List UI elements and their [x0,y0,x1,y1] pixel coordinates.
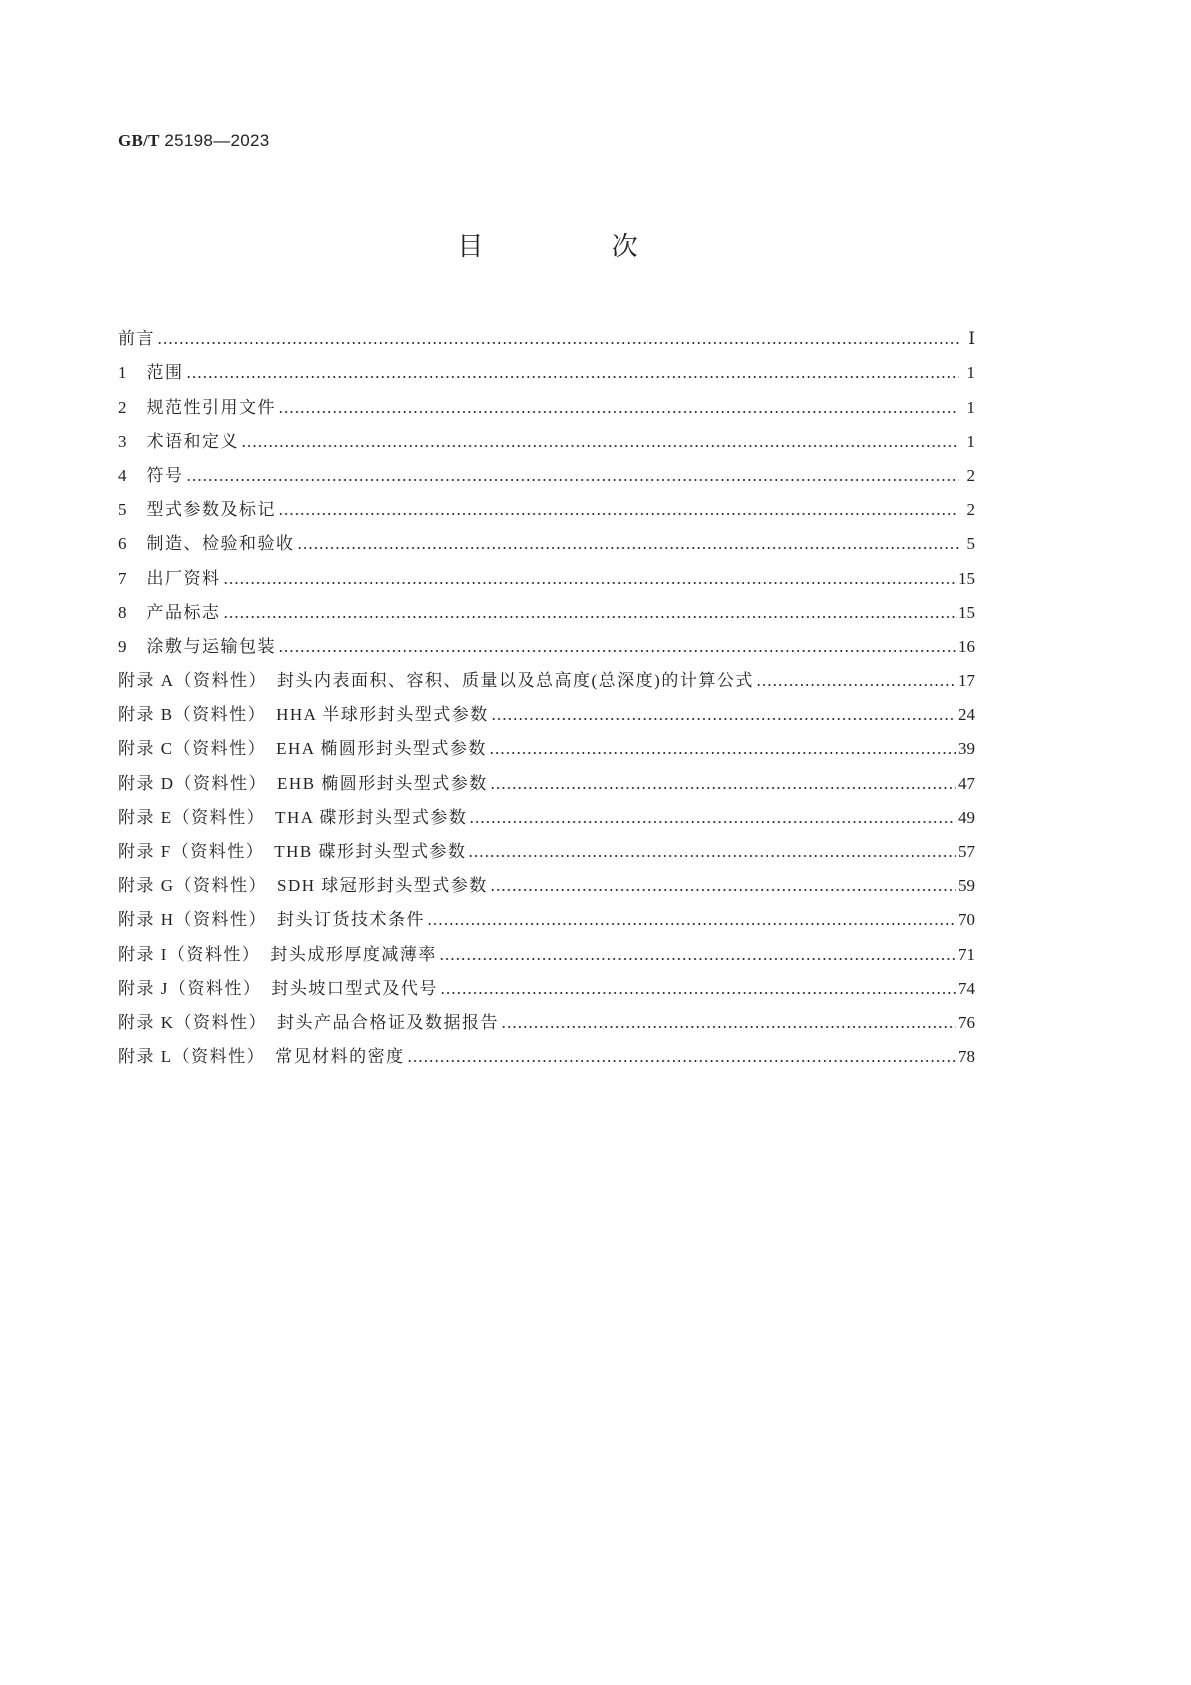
page-title: 目 次 [457,232,698,262]
dot-leader [407,1045,956,1069]
dot-leader [490,772,956,796]
toc-entry[interactable] [118,796,975,830]
toc-entry-label: 附录 J（资料性） 封头坡口型式及代号 [118,978,438,998]
toc-entry-label: 前言 [118,329,155,349]
dot-leader [468,840,956,864]
toc-entry-page: 57 [958,842,975,861]
toc-entry-label: 附录 E（资料性） THA 碟形封头型式参数 [118,807,468,827]
toc-entry-page: 2 [966,500,975,520]
table-of-contents [118,317,975,1069]
toc-entry[interactable] [118,727,975,761]
toc-entry-label: 附录 A（资料性） 封头内表面积、容积、质量以及总高度(总深度)的计算公式 [118,671,754,691]
toc-entry-page: 70 [958,910,975,930]
toc-entry[interactable] [118,488,975,522]
toc-entry-label: 附录 K（资料性） 封头产品合格证及数据报告 [118,1012,500,1032]
toc-entry-label: 5 型式参数及标记 [118,500,276,520]
toc-entry-page: 1 [966,363,975,383]
dot-leader [278,635,956,659]
toc-entry-label: 附录 D（资料性） EHB 椭圆形封头型式参数 [118,773,488,793]
toc-entry[interactable] [118,591,975,625]
toc-entry-page: 1 [966,397,975,417]
toc-entry[interactable] [118,317,975,351]
toc-entry-page: 47 [958,773,975,793]
toc-entry-page: 74 [958,978,975,998]
toc-entry-label: 1 范围 [118,363,184,383]
toc-entry-label: 附录 B（资料性） HHA 半球形封头型式参数 [118,705,489,725]
toc-entry[interactable] [118,454,975,488]
dot-leader [223,601,957,625]
toc-entry-page: 2 [966,465,975,485]
document-header [118,131,269,151]
dot-leader [756,669,956,693]
dot-leader [278,396,959,420]
toc-entry[interactable] [118,761,975,795]
dot-leader [157,327,959,351]
toc-entry-label: 附录 C（资料性） EHA 椭圆形封头型式参数 [118,739,487,759]
dot-leader [241,430,959,454]
toc-entry[interactable] [118,659,975,693]
toc-entry-page: 76 [958,1012,975,1032]
toc-entry[interactable] [118,898,975,932]
toc-entry[interactable] [118,932,975,966]
toc-entry[interactable] [118,351,975,385]
dot-leader [186,361,960,385]
dot-leader [501,1011,956,1035]
toc-entry-page: 15 [958,568,975,588]
toc-entry-label: 4 符号 [118,465,184,485]
dot-leader [427,908,956,932]
dot-leader [490,874,956,898]
toc-entry-page: 1 [966,431,975,451]
toc-entry-page: 5 [966,534,975,554]
toc-entry-page: 78 [958,1047,975,1067]
toc-entry-label: 附录 I（资料性） 封头成形厚度减薄率 [118,944,437,964]
toc-entry[interactable] [118,556,975,590]
toc-entry[interactable] [118,420,975,454]
dot-leader [489,737,956,761]
toc-entry-page: 59 [958,876,975,896]
toc-entry-label: 6 制造、检验和验收 [118,534,295,554]
toc-entry-page: 15 [958,602,975,622]
toc-entry[interactable] [118,864,975,898]
dot-leader [439,943,956,967]
dot-leader [469,806,956,830]
toc-entry-page: 17 [958,671,975,691]
toc-entry[interactable] [118,385,975,419]
toc-entry-page: Ⅰ [968,329,975,349]
toc-entry[interactable] [118,1001,975,1035]
toc-entry-label: 7 出厂资料 [118,568,221,588]
dot-leader [491,703,956,727]
standard-number: 25198—2023 [164,131,270,150]
toc-entry-page: 16 [958,636,975,656]
standard-code: GB/T [118,131,160,150]
dot-leader [186,464,960,488]
toc-entry[interactable] [118,1035,975,1069]
toc-entry-label: 2 规范性引用文件 [118,397,276,417]
toc-entry[interactable] [118,522,975,556]
toc-entry-label: 9 涂敷与运输包装 [118,636,276,656]
dot-leader [278,498,959,522]
toc-entry-label: 8 产品标志 [118,602,221,622]
toc-entry-label: 3 术语和定义 [118,431,239,451]
dot-leader [440,977,956,1001]
toc-entry-label: 附录 L（资料性） 常见材料的密度 [118,1047,405,1067]
dot-leader [297,532,960,556]
toc-entry[interactable] [118,830,975,864]
toc-entry-page: 49 [958,807,975,827]
toc-entry-page: 24 [958,705,975,725]
toc-entry[interactable] [118,625,975,659]
toc-entry-label: 附录 H（资料性） 封头订货技术条件 [118,910,426,930]
toc-entry-label: 附录 F（资料性） THB 碟形封头型式参数 [118,842,467,861]
toc-entry[interactable] [118,967,975,1001]
toc-entry-label: 附录 G（资料性） SDH 球冠形封头型式参数 [118,876,488,896]
toc-entry-page: 39 [958,739,975,759]
toc-entry[interactable] [118,693,975,727]
toc-entry-page: 71 [958,944,975,964]
dot-leader [223,567,957,591]
